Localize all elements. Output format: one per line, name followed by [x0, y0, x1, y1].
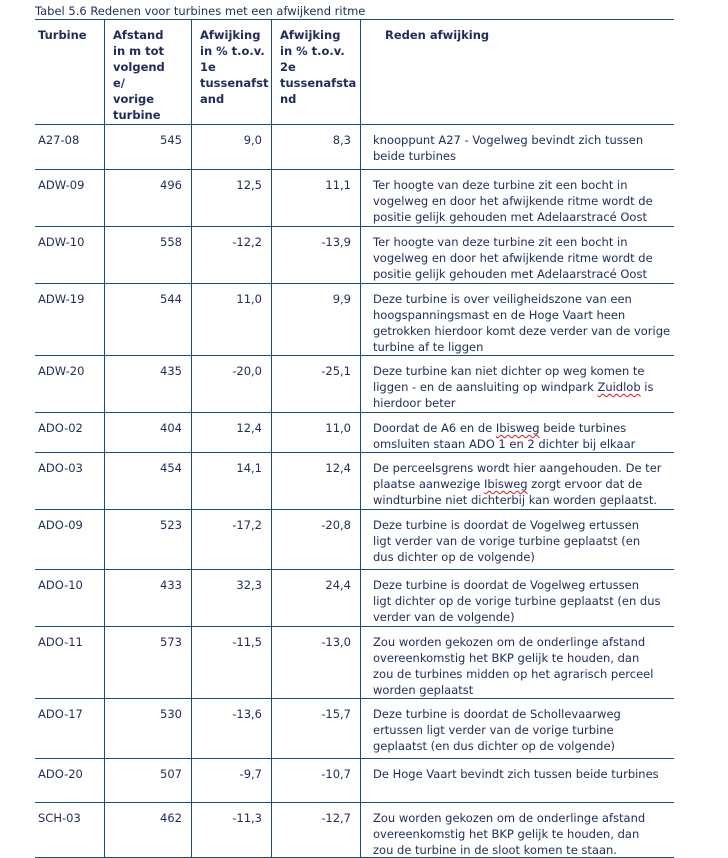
- cell-reden: Deze turbine is over veiligheidszone van een hoogspanningsmast en de Hoge Vaart heen getrokken hierdoor komt deze verder van de vorige turbine af te liggen: [361, 284, 674, 356]
- cell-reden: Zou worden gekozen om de onderlinge afstand overeenkomstig het BKP gelijk te houden, dan zou de turbine in de sloot komen te staan.: [361, 803, 674, 858]
- cell-turbine: ADO-10: [35, 570, 105, 627]
- cell-afstand: 558: [105, 227, 192, 284]
- cell-afstand: 496: [105, 170, 192, 227]
- cell-turbine: SCH-03: [35, 803, 105, 858]
- header-turbine: Turbine: [35, 20, 105, 125]
- cell-afwijking-2e: -13,9: [272, 227, 361, 284]
- cell-afwijking-2e: 9,9: [272, 284, 361, 356]
- cell-reden: De perceelsgrens wordt hier aangehouden. De ter plaatse aanwezige Ibisweg zorgt ervoor dat de windturbine niet dichterbij kan worden geplaatst.: [361, 453, 674, 510]
- cell-afwijking-2e: -12,7: [272, 803, 361, 858]
- header-reden: Reden afwijking: [361, 20, 674, 125]
- cell-afstand: 545: [105, 125, 192, 170]
- cell-afstand: 404: [105, 413, 192, 453]
- header-afwijking-1e: Afwijking in % t.o.v. 1e tussenafst and: [192, 20, 272, 125]
- cell-afstand: 433: [105, 570, 192, 627]
- cell-turbine: ADW-10: [35, 227, 105, 284]
- cell-reden: Doordat de A6 en de Ibisweg beide turbines omsluiten staan ADO 1 en 2 dichter bij elkaar: [361, 413, 674, 453]
- cell-afstand: 530: [105, 699, 192, 759]
- cell-reden: knooppunt A27 - Vogelweg bevindt zich tussen beide turbines: [361, 125, 674, 170]
- cell-afwijking-1e: -13,6: [192, 699, 272, 759]
- cell-afwijking-1e: -11,5: [192, 627, 272, 699]
- header-afwijking-2e: Afwijking in % t.o.v. 2e tussenafsta nd: [272, 20, 361, 125]
- cell-reden: Deze turbine is doordat de Schollevaarweg ertussen ligt verder van de vorige turbine geplaatst (en dus dichter op de volgende): [361, 699, 674, 759]
- table-caption: Tabel 5.6 Redenen voor turbines met een afwijkend ritme: [35, 4, 366, 18]
- cell-afwijking-2e: -15,7: [272, 699, 361, 759]
- spellcheck-line: Doordat de A6 en de Ibisweg beide turbines: [373, 421, 627, 435]
- cell-afwijking-1e: -12,2: [192, 227, 272, 284]
- cell-afwijking-2e: 12,4: [272, 453, 361, 510]
- spellcheck-line: plaatse aanwezige Ibisweg zorgt ervoor dat de: [373, 477, 643, 491]
- cell-afwijking-1e: -20,0: [192, 356, 272, 413]
- cell-turbine: ADO-17: [35, 699, 105, 759]
- cell-afwijking-1e: -11,3: [192, 803, 272, 858]
- cell-afwijking-1e: 32,3: [192, 570, 272, 627]
- cell-afwijking-2e: 8,3: [272, 125, 361, 170]
- cell-turbine: ADW-19: [35, 284, 105, 356]
- cell-afwijking-1e: 12,5: [192, 170, 272, 227]
- cell-afwijking-2e: -13,0: [272, 627, 361, 699]
- cell-afstand: 462: [105, 803, 192, 858]
- cell-afwijking-2e: -25,1: [272, 356, 361, 413]
- cell-afwijking-2e: 11,1: [272, 170, 361, 227]
- cell-afwijking-2e: -20,8: [272, 510, 361, 570]
- header-afstand: Afstand in m tot volgend e/ vorige turbine: [105, 20, 192, 125]
- cell-turbine: ADW-20: [35, 356, 105, 413]
- cell-afstand: 523: [105, 510, 192, 570]
- cell-turbine: ADO-20: [35, 759, 105, 803]
- cell-reden: Deze turbine is doordat de Vogelweg ertussen ligt dichter op de vorige turbine geplaatst (en dus verder van de volgende): [361, 570, 674, 627]
- cell-afwijking-1e: 9,0: [192, 125, 272, 170]
- cell-afstand: 454: [105, 453, 192, 510]
- spellcheck-line: liggen - en de aansluiting op windpark Zuidlob is: [373, 380, 654, 394]
- cell-turbine: ADO-02: [35, 413, 105, 453]
- cell-reden: Zou worden gekozen om de onderlinge afstand overeenkomstig het BKP gelijk te houden, dan zou de turbines midden op het agrarisch perceel worden geplaatst: [361, 627, 674, 699]
- spellcheck-word: Ibisweg: [495, 421, 540, 435]
- cell-reden: Deze turbine is doordat de Vogelweg ertussen ligt verder van de vorige turbine geplaatst (en dus dichter op de volgende): [361, 510, 674, 570]
- cell-afstand: 544: [105, 284, 192, 356]
- cell-afstand: 435: [105, 356, 192, 413]
- cell-afwijking-1e: -17,2: [192, 510, 272, 570]
- cell-afstand: 507: [105, 759, 192, 803]
- cell-turbine: ADO-09: [35, 510, 105, 570]
- cell-reden: De Hoge Vaart bevindt zich tussen beide turbines: [361, 759, 674, 803]
- cell-reden: Ter hoogte van deze turbine zit een bocht in vogelweg en door het afwijkende ritme wordt de positie gelijk gehouden met Adelaarstracé Oost: [361, 227, 674, 284]
- cell-afwijking-1e: -9,7: [192, 759, 272, 803]
- turbine-table: [35, 20, 674, 858]
- spellcheck-word: Ibisweg: [483, 477, 528, 491]
- cell-afwijking-1e: 14,1: [192, 453, 272, 510]
- cell-afwijking-1e: 12,4: [192, 413, 272, 453]
- cell-afstand: 573: [105, 627, 192, 699]
- cell-afwijking-1e: 11,0: [192, 284, 272, 356]
- cell-reden: Ter hoogte van deze turbine zit een bocht in vogelweg en door het afwijkende ritme wordt de positie gelijk gehouden met Adelaarstracé Oost: [361, 170, 674, 227]
- cell-afwijking-2e: -10,7: [272, 759, 361, 803]
- cell-turbine: ADO-11: [35, 627, 105, 699]
- cell-turbine: ADO-03: [35, 453, 105, 510]
- cell-afwijking-2e: 24,4: [272, 570, 361, 627]
- cell-turbine: ADW-09: [35, 170, 105, 227]
- cell-reden: Deze turbine kan niet dichter op weg komen te liggen - en de aansluiting op windpark Zuidlob is hierdoor beter: [361, 356, 674, 413]
- cell-afwijking-2e: 11,0: [272, 413, 361, 453]
- spellcheck-word: Zuidlob: [597, 380, 641, 394]
- cell-turbine: A27-08: [35, 125, 105, 170]
